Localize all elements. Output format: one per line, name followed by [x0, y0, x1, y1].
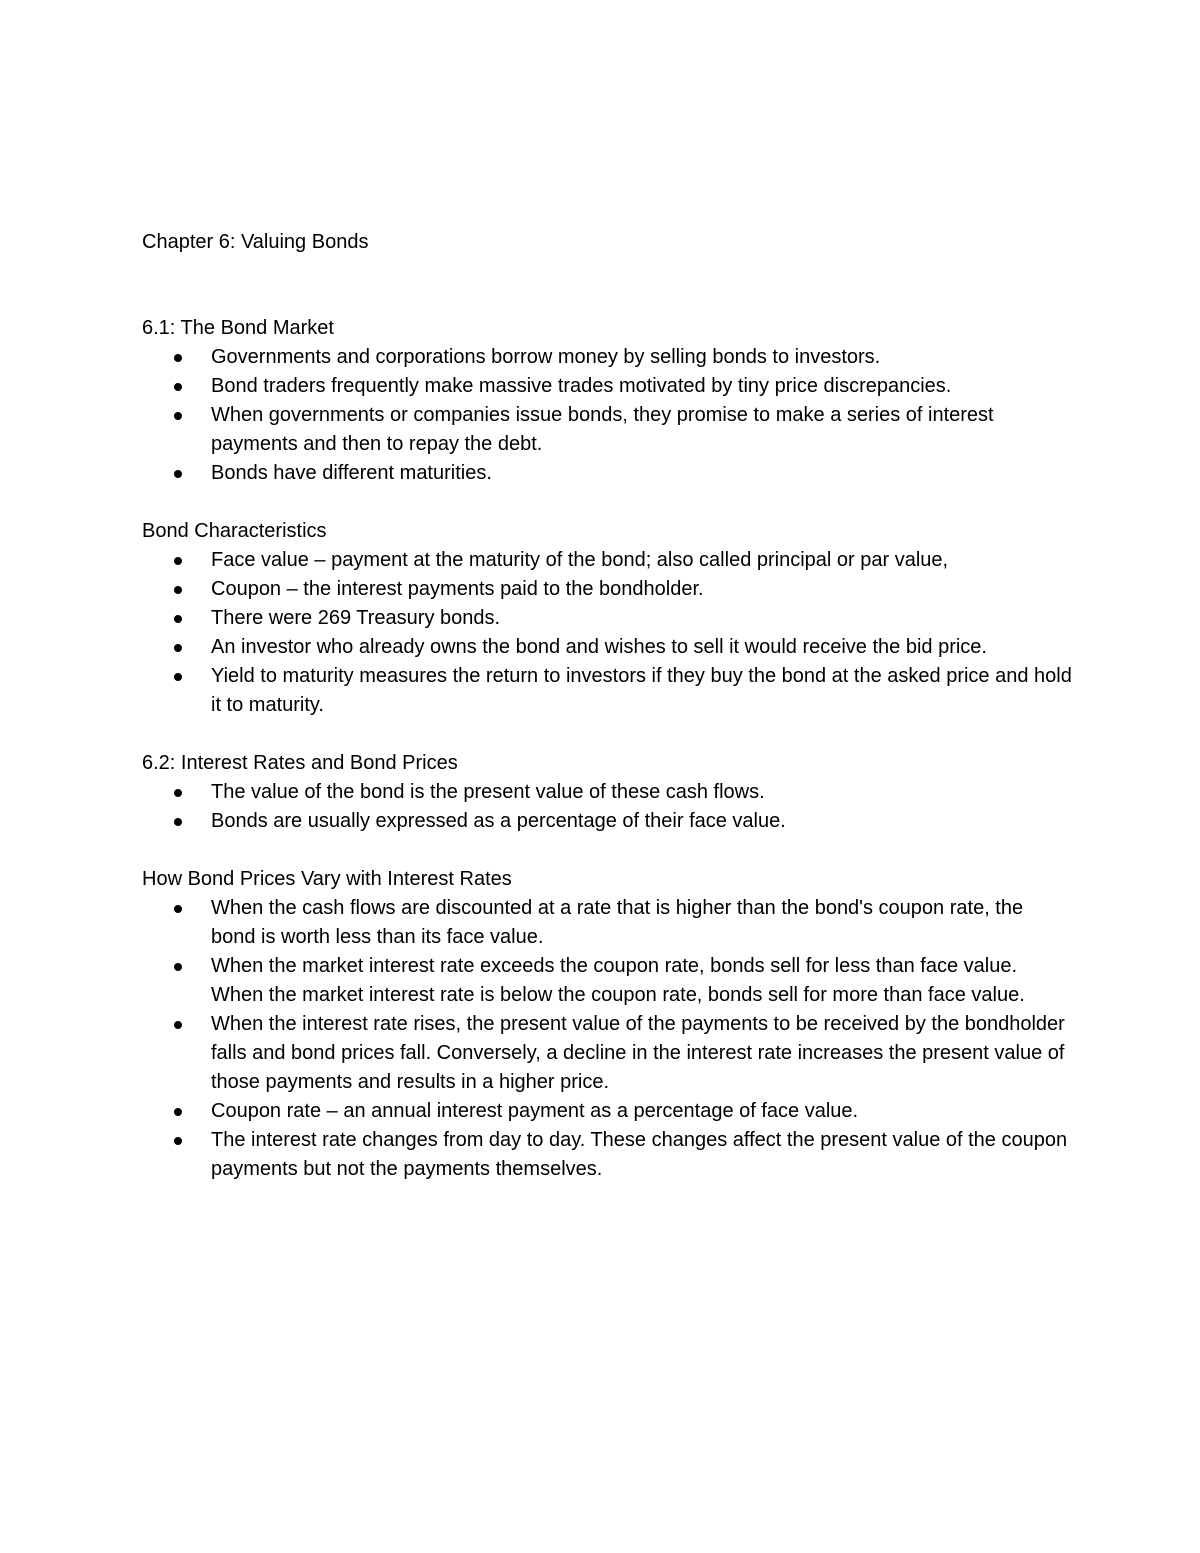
bullet-icon [174, 1137, 182, 1145]
list-item-text: Bonds are usually expressed as a percentage of their face value. [211, 810, 786, 832]
list-item-text: Yield to maturity measures the return to investors if they buy the bond at the asked price and hold it to maturity. [211, 665, 1072, 716]
list-item-text: Bond traders frequently make massive trades motivated by tiny price discrepancies. [211, 375, 952, 397]
section-heading: Bond Characteristics [142, 520, 327, 542]
list-item [142, 662, 1072, 720]
bullet-icon [174, 412, 182, 420]
bullet-list [142, 546, 1072, 720]
list-item [142, 952, 1072, 1010]
section-heading: 6.2: Interest Rates and Bond Prices [142, 752, 458, 774]
section-bond-characteristics [142, 517, 1072, 720]
section-bond-market [142, 314, 1072, 488]
list-item-text: Bonds have different maturities. [211, 462, 492, 484]
bullet-icon [174, 1021, 182, 1029]
section-heading: How Bond Prices Vary with Interest Rates [142, 868, 512, 890]
bullet-list [142, 894, 1072, 1184]
list-item-text: The value of the bond is the present value of these cash flows. [211, 781, 765, 803]
document-title: Chapter 6: Valuing Bonds [142, 231, 369, 253]
spacer [142, 257, 1072, 314]
list-item [142, 343, 1072, 372]
list-item [142, 1010, 1072, 1097]
list-item-text: When the market interest rate exceeds the coupon rate, bonds sell for less than face value. When the market interest rate is below the coupon rate, bonds sell for more than face value. [211, 955, 1025, 1006]
list-item [142, 1097, 1072, 1126]
list-item [142, 546, 1072, 575]
list-item [142, 401, 1072, 459]
list-item [142, 1126, 1072, 1184]
list-item-text: When the cash flows are discounted at a rate that is higher than the bond's coupon rate, the bond is worth less than its face value. [211, 897, 1024, 948]
bullet-icon [174, 818, 182, 826]
section-heading: 6.1: The Bond Market [142, 317, 334, 339]
list-item-text: Coupon – the interest payments paid to the bondholder. [211, 578, 704, 600]
list-item-text: Coupon rate – an annual interest payment as a percentage of face value. [211, 1100, 859, 1122]
bullet-icon [174, 905, 182, 913]
bullet-list [142, 778, 1072, 836]
bullet-icon [174, 557, 182, 565]
list-item [142, 575, 1072, 604]
bullet-icon [174, 644, 182, 652]
bullet-icon [174, 383, 182, 391]
list-item [142, 778, 1072, 807]
list-item-text: Governments and corporations borrow money by selling bonds to investors. [211, 346, 881, 368]
list-item-text: There were 269 Treasury bonds. [211, 607, 501, 629]
list-item [142, 604, 1072, 633]
list-item-text: An investor who already owns the bond and wishes to sell it would receive the bid price. [211, 636, 987, 658]
list-item [142, 633, 1072, 662]
section-interest-rates-bond-prices [142, 749, 1072, 836]
bullet-icon [174, 1108, 182, 1116]
list-item [142, 894, 1072, 952]
section-price-variation [142, 865, 1072, 1184]
bullet-icon [174, 586, 182, 594]
bullet-icon [174, 615, 182, 623]
bullet-icon [174, 470, 182, 478]
bullet-icon [174, 354, 182, 362]
list-item [142, 459, 1072, 488]
document-content [142, 228, 1072, 1213]
bullet-list [142, 343, 1072, 488]
list-item [142, 807, 1072, 836]
bullet-icon [174, 789, 182, 797]
list-item-text: When governments or companies issue bonds, they promise to make a series of interest payments and then to repay the debt. [211, 404, 994, 455]
list-item-text: Face value – payment at the maturity of the bond; also called principal or par value, [211, 549, 949, 571]
bullet-icon [174, 963, 182, 971]
list-item-text: When the interest rate rises, the present value of the payments to be received by the bondholder falls and bond prices fall. Conversely, a decline in the interest rate increases the present value of those payments and results in a higher price. [211, 1013, 1065, 1093]
list-item [142, 372, 1072, 401]
bullet-icon [174, 673, 182, 681]
list-item-text: The interest rate changes from day to day. These changes affect the present value of the coupon payments but not the payments themselves. [211, 1129, 1068, 1180]
